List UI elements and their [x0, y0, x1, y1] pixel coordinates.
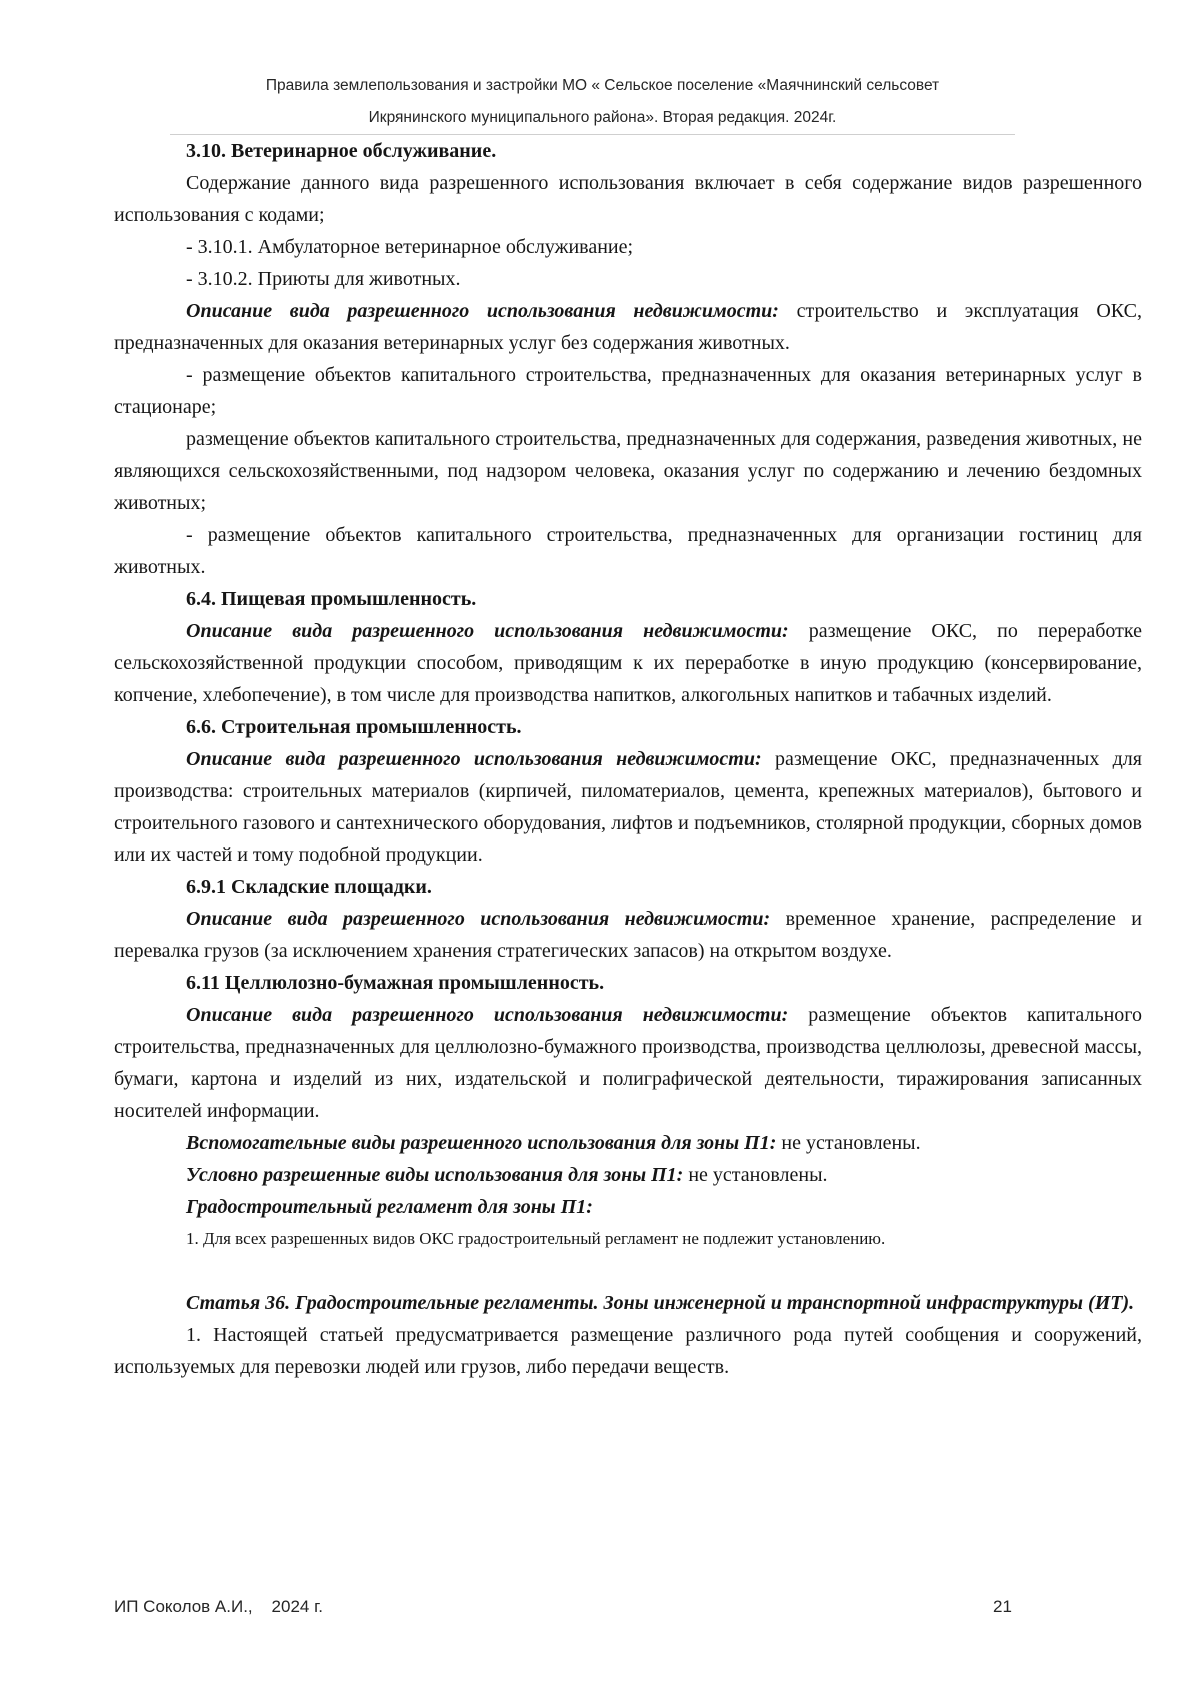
description-text: размещение ОКС, по переработке сельскохозяйственной продукции способом, приводящим к их переработке в иную продукцию (консервирование, копчение, хлебопечение), в том числе для производства напитков, алкогольных напитков и табачных изделий.	[114, 620, 1142, 706]
section-heading-6-9-1: 6.9.1 Складские площадки.	[186, 876, 432, 898]
description-text: размещение объектов капитального строительства, предназначенных для целлюлозно-бумажного производства, производства целлюлозы, древесной массы, бумаги, картона и изделий из них, издательской и полиграфической деятельности, тиражирования записанных носителей информации.	[114, 1004, 1142, 1122]
section-3-10-intro: Содержание данного вида разрешенного использования включает в себя содержание видов разрешенного использования с кодами;	[114, 172, 1142, 226]
document-body	[114, 135, 1142, 1383]
section-spacer	[114, 1255, 1142, 1287]
conditional-uses-line	[114, 1159, 1142, 1191]
description-label: Описание вида разрешенного использования недвижимости:	[186, 748, 762, 770]
section-3-10-paragraph-1: - размещение объектов капитального строительства, предназначенных для оказания ветеринарных услуг в стационаре;	[114, 364, 1142, 418]
auxiliary-uses-line	[114, 1127, 1142, 1159]
section-heading-6-4: 6.4. Пищевая промышленность.	[186, 588, 477, 610]
description-text: строительство и эксплуатация ОКС, предназначенных для оказания ветеринарных услуг без содержания животных.	[114, 300, 1142, 354]
regulation-label: Градостроительный регламент для зоны П1:	[186, 1196, 593, 1218]
section-3-10-paragraph-3: - размещение объектов капитального строительства, предназначенных для организации гостиниц для животных.	[114, 524, 1142, 578]
section-6-4-description	[114, 615, 1142, 711]
article-36-title: Статья 36. Градостроительные регламенты. Зоны инженерной и транспортной инфраструктуры (ИТ).	[186, 1292, 1135, 1314]
header-line-2: Икрянинского муниципального района». Вторая редакция. 2024г.	[368, 109, 837, 126]
section-6-9-1-description	[114, 903, 1142, 967]
regulation-item: 1. Для всех разрешенных видов ОКС градостроительный регламент не подлежит установлению.	[186, 1229, 886, 1248]
conditional-uses-label: Условно разрешенные виды использования для зоны П1:	[186, 1164, 684, 1186]
page-number: 21	[993, 1597, 1012, 1616]
section-heading-6-11: 6.11 Целлюлозно-бумажная промышленность.	[186, 972, 605, 994]
regulation-line	[114, 1191, 1142, 1223]
section-6-6-description	[114, 743, 1142, 871]
auxiliary-uses-text: не установлены.	[776, 1132, 921, 1154]
section-3-10-description	[114, 295, 1142, 359]
footer-author: ИП Соколов А.И., 2024 г.	[114, 1597, 323, 1616]
section-heading-3-10: 3.10. Ветеринарное обслуживание.	[186, 140, 497, 162]
header-line-1: Правила землепользования и застройки МО « Сельское поселение «Маячнинский сельсовет	[265, 77, 940, 94]
description-label: Описание вида разрешенного использования недвижимости:	[186, 620, 789, 642]
auxiliary-uses-label: Вспомогательные виды разрешенного использования для зоны П1:	[186, 1132, 777, 1154]
conditional-uses-text: не установлены.	[683, 1164, 828, 1186]
description-label: Описание вида разрешенного использования недвижимости:	[186, 908, 771, 930]
list-item-3-10-1: - 3.10.1. Амбулаторное ветеринарное обслуживание;	[186, 236, 634, 258]
page-header	[160, 70, 1045, 134]
description-text: временное хранение, распределение и перевалка грузов (за исключением хранения стратегических запасов) на открытом воздухе.	[114, 908, 1142, 962]
section-6-11-description	[114, 999, 1142, 1127]
article-36-paragraph: 1. Настоящей статьей предусматривается размещение различного рода путей сообщения и сооружений, используемых для перевозки людей или грузов, либо передачи веществ.	[114, 1324, 1142, 1378]
description-label: Описание вида разрешенного использования недвижимости:	[186, 1004, 789, 1026]
section-heading-6-6: 6.6. Строительная промышленность.	[186, 716, 522, 738]
list-item-3-10-2: - 3.10.2. Приюты для животных.	[186, 268, 461, 290]
description-label: Описание вида разрешенного использования недвижимости:	[186, 300, 779, 322]
description-text: размещение ОКС, предназначенных для производства: строительных материалов (кирпичей, пиломатериалов, цемента, крепежных материалов), бытового и строительного газового и сантехнического оборудования, лифтов и подъемников, столярной продукции, сборных домов или их частей и тому подобной продукции.	[114, 748, 1142, 866]
section-3-10-paragraph-2: размещение объектов капитального строительства, предназначенных для содержания, разведения животных, не являющихся сельскохозяйственными, под надзором человека, оказания услуг по содержанию и лечению бездомных животных;	[114, 428, 1142, 514]
